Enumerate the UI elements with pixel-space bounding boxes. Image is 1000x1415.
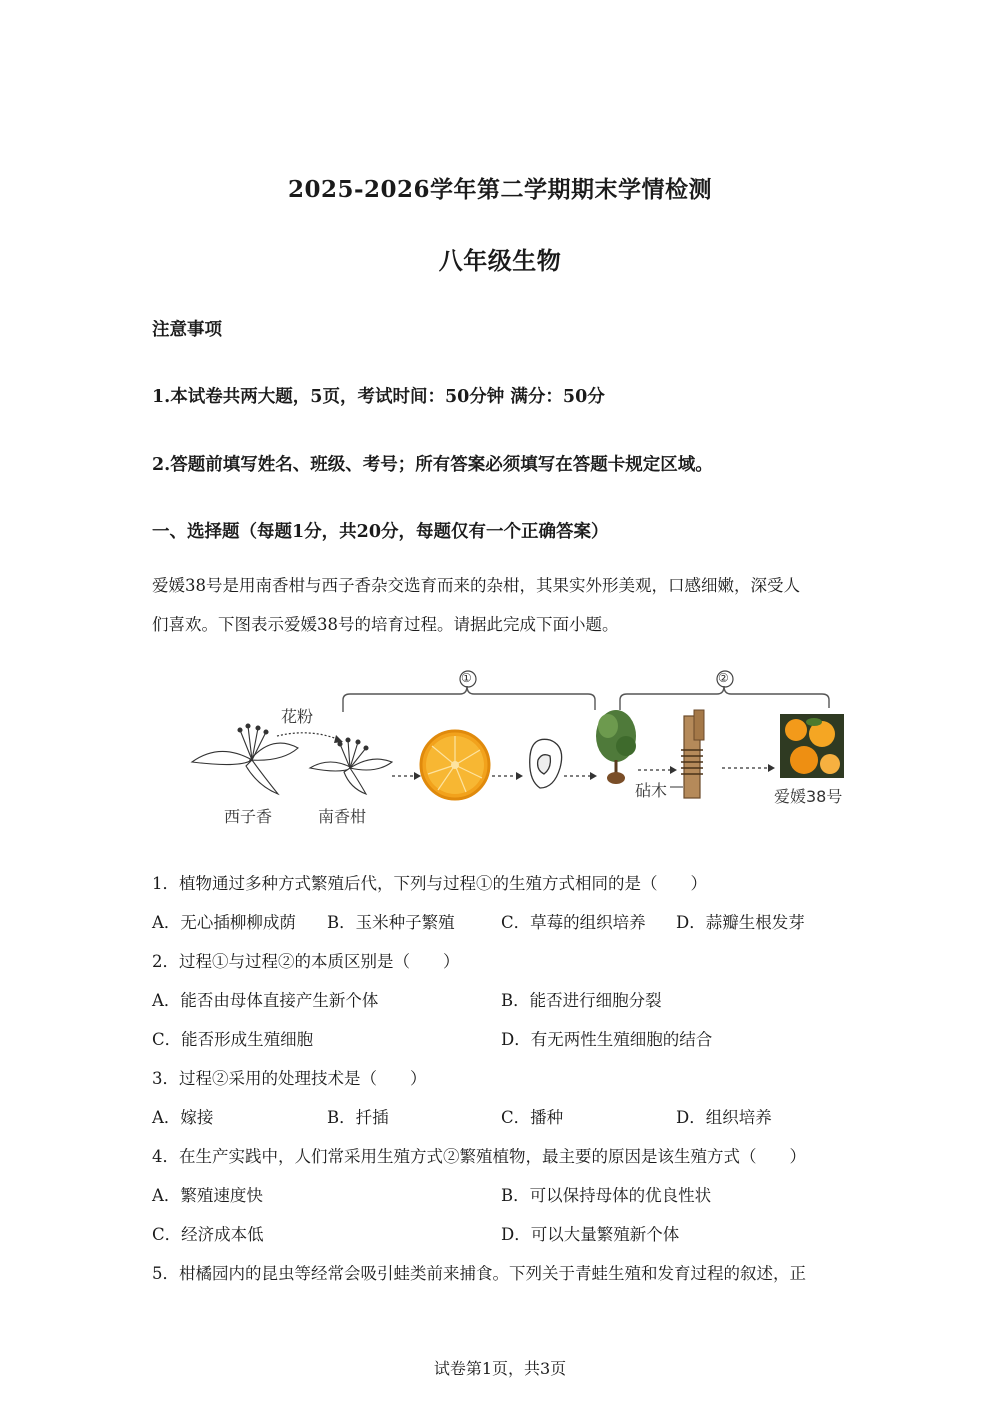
pollen-arrow — [277, 733, 340, 740]
aiyuan38-fruit-photo — [780, 714, 844, 778]
question-4-stem: 4．在生产实践中，人们常采用生殖方式②繁殖植物，最主要的原因是该生殖方式（ ） — [152, 1147, 806, 1166]
q1-option-d: D．蒜瓣生根发芽 — [676, 913, 805, 932]
q3-option-d: D．组织培养 — [676, 1108, 772, 1127]
q1-option-a: A．无心插柳柳成荫 — [152, 913, 296, 932]
q2-option-c: C．能否形成生殖细胞 — [152, 1030, 314, 1049]
exam-subject: 八年级生物 — [438, 246, 562, 275]
question-2-stem: 2．过程①与过程②的本质区别是（ ） — [152, 952, 460, 971]
question-3-stem: 3．过程②采用的处理技术是（ ） — [152, 1069, 427, 1088]
q1-option-c: C．草莓的组织培养 — [501, 913, 646, 932]
rootstock-label: 砧木 — [635, 781, 668, 800]
brace-step1 — [343, 686, 595, 712]
intro-line-2: 们喜欢。下图表示爱媛38号的培育过程。请据此完成下面小题。 — [152, 615, 619, 634]
q4-option-d: D．可以大量繁殖新个体 — [501, 1225, 680, 1244]
q3-option-b: B．扦插 — [327, 1108, 389, 1127]
step2-label: ② — [718, 671, 729, 685]
q4-option-a: A．繁殖速度快 — [152, 1186, 263, 1205]
question-1-stem: 1．植物通过多种方式繁殖后代，下列与过程①的生殖方式相同的是（ ） — [152, 874, 707, 893]
note-item-2: 2.答题前填写姓名、班级、考号；所有答案必须填写在答题卡规定区域。 — [152, 455, 713, 475]
q2-option-b: B．能否进行细胞分裂 — [501, 991, 662, 1010]
breeding-process-figure — [180, 664, 860, 834]
notes-heading: 注意事项 — [152, 320, 222, 340]
flower-b-label: 南香柑 — [318, 807, 367, 826]
intro-line-1: 爱媛38号是用南香柑与西子香杂交选育而来的杂柑，其果实外形美观，口感细嫩，深受人 — [152, 576, 800, 595]
seedling-tree-icon — [596, 710, 636, 784]
breeding-diagram — [180, 664, 860, 834]
q1-option-b: B．玉米种子繁殖 — [327, 913, 455, 932]
pollen-label: 花粉 — [281, 707, 314, 726]
note-item-1: 1.本试卷共两大题，5页，考试时间：50分钟 满分：50分 — [152, 387, 605, 407]
q2-option-d: D．有无两性生殖细胞的结合 — [501, 1030, 713, 1049]
q4-option-b: B．可以保持母体的优良性状 — [501, 1186, 712, 1205]
q2-option-a: A．能否由母体直接产生新个体 — [152, 991, 379, 1010]
q4-option-c: C．经济成本低 — [152, 1225, 264, 1244]
result-label: 爱媛38号 — [774, 787, 843, 806]
question-5-stem: 5．柑橘园内的昆虫等经常会吸引蛙类前来捕食。下列关于青蛙生殖和发育过程的叙述，正 — [152, 1264, 806, 1283]
page-footer: 试卷第1页，共3页 — [433, 1359, 567, 1378]
brace-step2 — [620, 686, 829, 710]
graft-rootstock-icon — [670, 710, 704, 798]
q3-option-a: A．嫁接 — [152, 1108, 214, 1127]
flower-a-label: 西子香 — [224, 807, 273, 826]
step1-label: ① — [461, 671, 472, 685]
q3-option-c: C．播种 — [501, 1108, 564, 1127]
seed-icon — [530, 739, 562, 788]
exam-title: 2025-2026学年第二学期期末学情检测 — [287, 176, 713, 203]
orange-fruit-icon — [421, 731, 489, 799]
flower-nanxianggan — [310, 738, 392, 794]
section-heading: 一、选择题（每题1分，共20分，每题仅有一个正确答案） — [152, 522, 609, 542]
